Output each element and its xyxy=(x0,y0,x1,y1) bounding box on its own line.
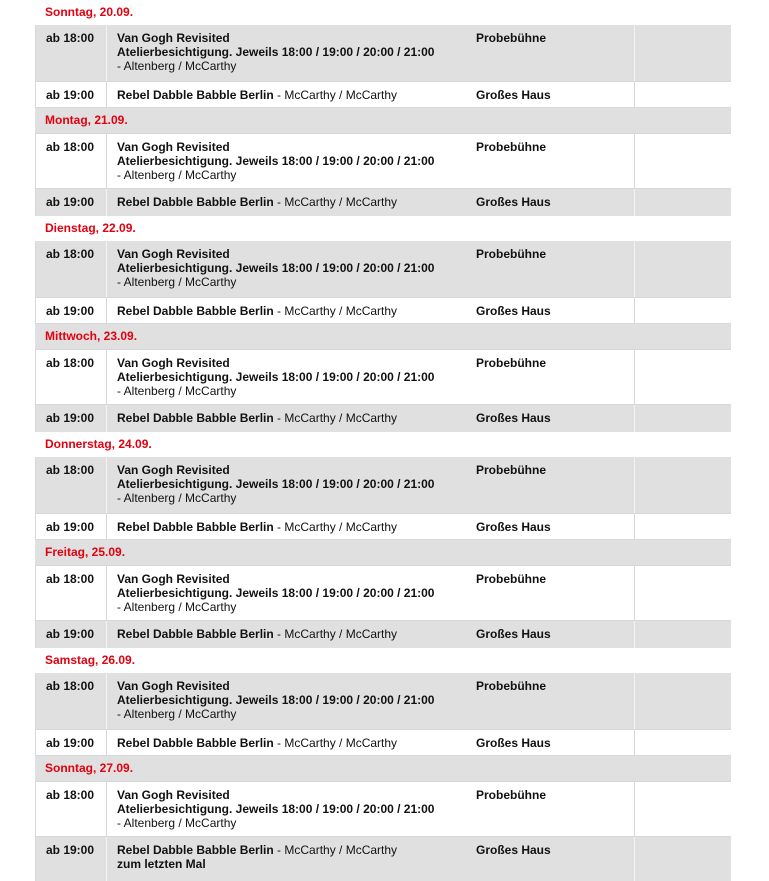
event-credits: - Altenberg / McCarthy xyxy=(117,707,237,721)
event-venue: Großes Haus xyxy=(476,195,551,209)
event-subtitle: Atelierbesichtigung. Jeweils 18:00 / 19:00 / 20:00 / 21:00 xyxy=(117,802,435,816)
event-credits: - Altenberg / McCarthy xyxy=(117,491,237,505)
event-subtitle: Atelierbesichtigung. Jeweils 18:00 / 19:00 / 20:00 / 21:00 xyxy=(117,154,435,168)
event-time: ab 18:00 xyxy=(46,679,95,693)
day-header: Sonntag, 20.09. xyxy=(35,0,731,25)
event-time: ab 19:00 xyxy=(46,304,95,318)
event-credits: - McCarthy / McCarthy xyxy=(273,627,398,641)
day-header: Donnerstag, 24.09. xyxy=(35,432,731,457)
event-extra-cell xyxy=(634,350,731,404)
event-extra-cell xyxy=(634,730,731,755)
event-extra-cell xyxy=(634,82,731,107)
day-header: Dienstag, 22.09. xyxy=(35,216,731,241)
event-details xyxy=(106,514,476,539)
event-details xyxy=(106,350,476,404)
event-credits: - McCarthy / McCarthy xyxy=(273,736,398,750)
event-extra-cell xyxy=(634,405,731,432)
event-title-link[interactable]: Rebel Dabble Babble Berlin xyxy=(117,627,274,641)
event-row[interactable] xyxy=(35,781,731,837)
event-title-link[interactable]: Van Gogh Revisited xyxy=(117,31,230,45)
event-row[interactable] xyxy=(35,405,731,432)
event-credits: - McCarthy / McCarthy xyxy=(273,843,398,857)
event-extra-cell xyxy=(634,189,731,216)
event-title-link[interactable]: Rebel Dabble Babble Berlin xyxy=(117,195,274,209)
event-time: ab 19:00 xyxy=(46,520,95,534)
event-details xyxy=(106,837,476,881)
event-extra-cell xyxy=(634,134,731,188)
day-header: Samstag, 26.09. xyxy=(35,648,731,673)
event-venue: Großes Haus xyxy=(476,843,551,857)
event-extra-cell xyxy=(634,514,731,539)
event-title-link[interactable]: Rebel Dabble Babble Berlin xyxy=(117,304,274,318)
day-header: Sonntag, 27.09. xyxy=(35,756,731,781)
event-time: ab 19:00 xyxy=(46,627,95,641)
event-credits: - McCarthy / McCarthy xyxy=(273,520,398,534)
event-venue: Probebühne xyxy=(476,140,547,154)
event-title-link[interactable]: Rebel Dabble Babble Berlin xyxy=(117,520,274,534)
event-row[interactable] xyxy=(35,621,731,648)
event-extra-cell xyxy=(634,837,731,881)
event-note: zum letzten Mal xyxy=(117,857,206,871)
event-title-link[interactable]: Van Gogh Revisited xyxy=(117,140,230,154)
event-extra-cell xyxy=(634,298,731,323)
event-venue: Probebühne xyxy=(476,247,547,261)
event-row[interactable] xyxy=(35,241,731,297)
event-time: ab 18:00 xyxy=(46,247,95,261)
event-details xyxy=(106,621,476,648)
event-time: ab 18:00 xyxy=(46,572,95,586)
event-subtitle: Atelierbesichtigung. Jeweils 18:00 / 19:00 / 20:00 / 21:00 xyxy=(117,477,435,491)
event-title-link[interactable]: Van Gogh Revisited xyxy=(117,356,230,370)
event-details xyxy=(106,298,476,323)
event-details xyxy=(106,405,476,432)
event-time: ab 18:00 xyxy=(46,788,95,802)
event-details xyxy=(106,782,476,836)
event-time: ab 19:00 xyxy=(46,411,95,425)
event-time: ab 19:00 xyxy=(46,736,95,750)
event-row[interactable] xyxy=(35,673,731,729)
event-details xyxy=(106,457,476,513)
event-credits: - Altenberg / McCarthy xyxy=(117,816,237,830)
event-title-link[interactable]: Van Gogh Revisited xyxy=(117,463,230,477)
event-extra-cell xyxy=(634,566,731,620)
event-details xyxy=(106,566,476,620)
event-credits: - Altenberg / McCarthy xyxy=(117,275,237,289)
event-credits: - Altenberg / McCarthy xyxy=(117,600,237,614)
event-venue: Probebühne xyxy=(476,572,547,586)
event-subtitle: Atelierbesichtigung. Jeweils 18:00 / 19:00 / 20:00 / 21:00 xyxy=(117,261,435,275)
day-header: Montag, 21.09. xyxy=(35,108,731,133)
event-row[interactable] xyxy=(35,837,731,881)
event-venue: Großes Haus xyxy=(476,88,551,102)
event-row[interactable] xyxy=(35,513,731,540)
event-details xyxy=(106,189,476,216)
event-row[interactable] xyxy=(35,297,731,324)
event-row[interactable] xyxy=(35,25,731,81)
event-credits: - McCarthy / McCarthy xyxy=(273,88,398,102)
event-time: ab 19:00 xyxy=(46,843,95,857)
event-title-link[interactable]: Rebel Dabble Babble Berlin xyxy=(117,411,274,425)
event-time: ab 18:00 xyxy=(46,463,95,477)
event-details xyxy=(106,82,476,107)
event-time: ab 18:00 xyxy=(46,31,95,45)
day-header: Mittwoch, 23.09. xyxy=(35,324,731,349)
event-title-link[interactable]: Rebel Dabble Babble Berlin xyxy=(117,843,274,857)
event-venue: Probebühne xyxy=(476,679,547,693)
event-credits: - Altenberg / McCarthy xyxy=(117,168,237,182)
event-details xyxy=(106,241,476,297)
event-time: ab 18:00 xyxy=(46,140,95,154)
event-venue: Probebühne xyxy=(476,31,547,45)
event-row[interactable] xyxy=(35,189,731,216)
event-title-link[interactable]: Van Gogh Revisited xyxy=(117,788,230,802)
event-extra-cell xyxy=(634,782,731,836)
event-extra-cell xyxy=(634,241,731,297)
event-time: ab 19:00 xyxy=(46,195,95,209)
event-details xyxy=(106,673,476,729)
event-details xyxy=(106,134,476,188)
event-venue: Großes Haus xyxy=(476,304,551,318)
event-extra-cell xyxy=(634,673,731,729)
event-extra-cell xyxy=(634,621,731,648)
event-venue: Großes Haus xyxy=(476,627,551,641)
event-credits: - McCarthy / McCarthy xyxy=(273,304,398,318)
event-venue: Großes Haus xyxy=(476,411,551,425)
event-time: ab 18:00 xyxy=(46,356,95,370)
event-credits: - Altenberg / McCarthy xyxy=(117,59,237,73)
event-title-link[interactable]: Van Gogh Revisited xyxy=(117,572,230,586)
event-venue: Großes Haus xyxy=(476,520,551,534)
event-credits: - McCarthy / McCarthy xyxy=(273,411,398,425)
event-details xyxy=(106,730,476,755)
event-schedule xyxy=(35,0,731,881)
event-row[interactable] xyxy=(35,81,731,108)
event-row[interactable] xyxy=(35,729,731,756)
event-row[interactable] xyxy=(35,133,731,189)
event-subtitle: Atelierbesichtigung. Jeweils 18:00 / 19:00 / 20:00 / 21:00 xyxy=(117,370,435,384)
event-credits: - McCarthy / McCarthy xyxy=(273,195,398,209)
event-details xyxy=(106,25,476,81)
event-title-link[interactable]: Van Gogh Revisited xyxy=(117,679,230,693)
event-venue: Probebühne xyxy=(476,356,547,370)
event-credits: - Altenberg / McCarthy xyxy=(117,384,237,398)
event-title-link[interactable]: Rebel Dabble Babble Berlin xyxy=(117,736,274,750)
event-time: ab 19:00 xyxy=(46,88,95,102)
event-venue: Probebühne xyxy=(476,788,547,802)
event-row[interactable] xyxy=(35,457,731,513)
event-extra-cell xyxy=(634,457,731,513)
event-subtitle: Atelierbesichtigung. Jeweils 18:00 / 19:00 / 20:00 / 21:00 xyxy=(117,693,435,707)
event-venue: Probebühne xyxy=(476,463,547,477)
event-row[interactable] xyxy=(35,565,731,621)
event-subtitle: Atelierbesichtigung. Jeweils 18:00 / 19:00 / 20:00 / 21:00 xyxy=(117,586,435,600)
day-header: Freitag, 25.09. xyxy=(35,540,731,565)
event-extra-cell xyxy=(634,25,731,81)
event-title-link[interactable]: Van Gogh Revisited xyxy=(117,247,230,261)
event-venue: Großes Haus xyxy=(476,736,551,750)
event-subtitle: Atelierbesichtigung. Jeweils 18:00 / 19:00 / 20:00 / 21:00 xyxy=(117,45,435,59)
event-title-link[interactable]: Rebel Dabble Babble Berlin xyxy=(117,88,274,102)
event-row[interactable] xyxy=(35,349,731,405)
